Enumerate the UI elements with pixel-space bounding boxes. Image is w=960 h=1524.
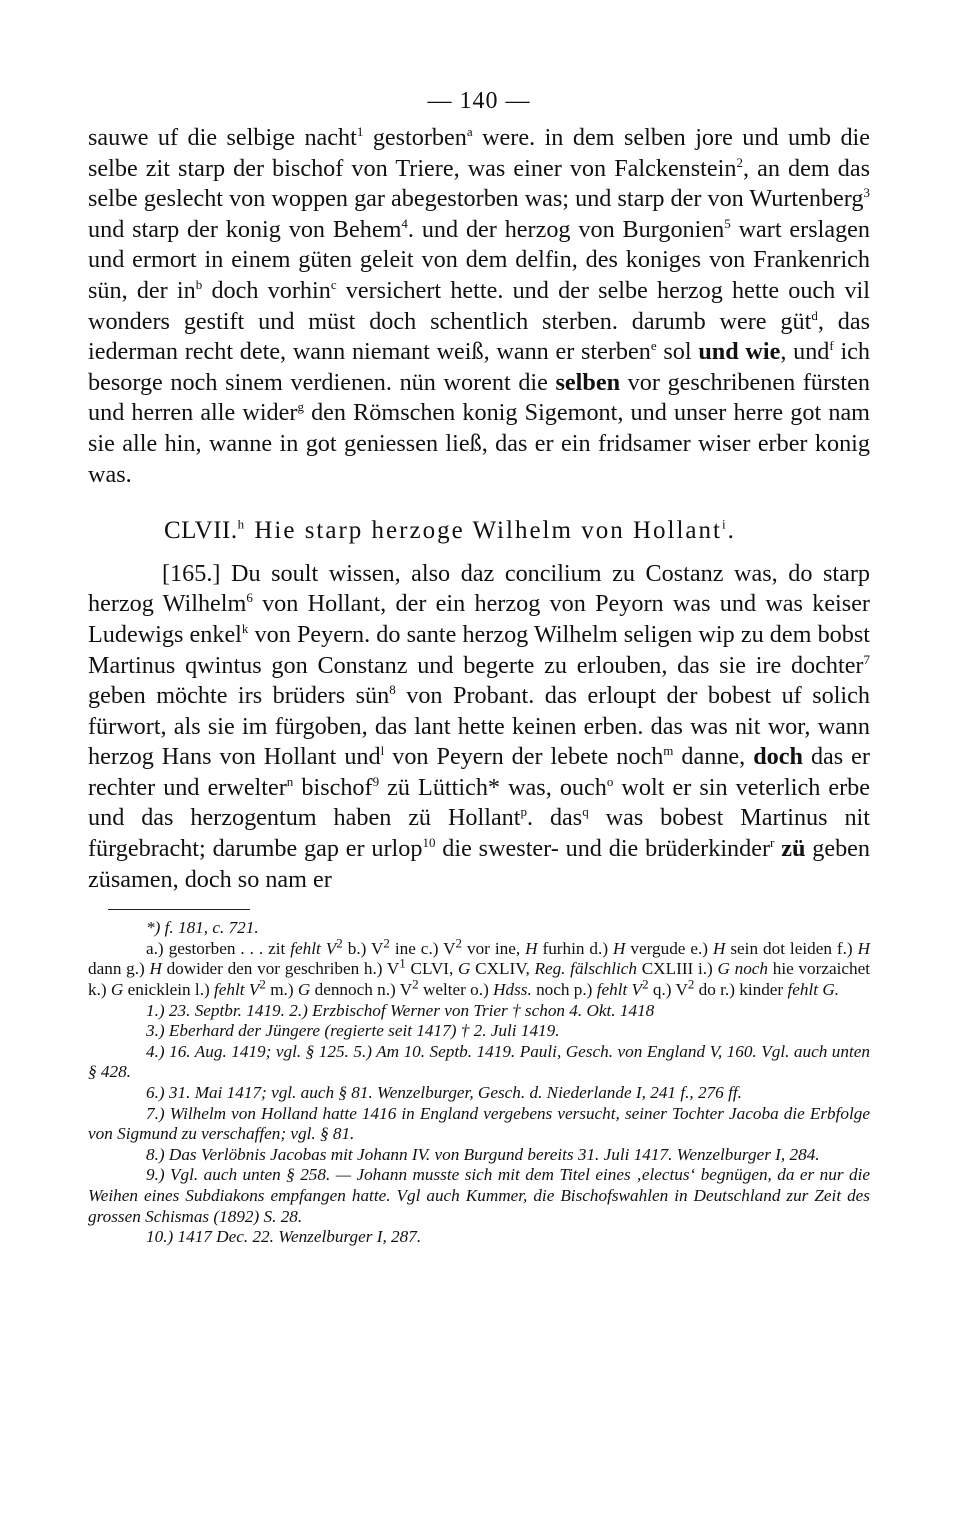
bold-insertion: zü — [781, 835, 806, 863]
footnote-ref: 3 — [863, 185, 870, 201]
variant-ref: f — [829, 338, 834, 354]
variant-ref: k — [241, 620, 249, 636]
footnote-ref: 5 — [724, 215, 731, 231]
variant-ref: b — [195, 276, 203, 292]
footnote-3: 3.) Eberhard der Jüngere (regierte seit 1417) † 2. Juli 1419. — [146, 1021, 560, 1041]
variant-ref: p — [520, 804, 527, 820]
variant-ref: i — [721, 516, 728, 532]
bold-insertion: doch — [753, 743, 803, 771]
chapter-heading: CLVII.$^h$ Hie starp herzoge Wilhelm von Hollant$^i$. — [164, 516, 736, 545]
footnote-separator — [108, 909, 250, 910]
footnotes — [88, 918, 870, 1248]
variant-ref: a — [466, 123, 473, 139]
paragraph-1: sauwe uf die selbige nacht$^1$ gestorben$^a$ were. in dem selben jore und umb die selbe zit starp der bischof von Triere, was einer von Falckenstein$^2$, an dem das selbe geslecht von woppen gar abegestorben was; und starp der von Wurtenberg$^3$ und starp der konig von Behem$^4$. und der herzog von Burgonien$^5$ wart erslagen und ermort in einem güten geleit von dem delfin, des koniges von Frankenrich sün, der $in^b$ doch vorhin$^c$ versichert hette. und der selbe herzog hette ouch vil wonders gestift und müst doch schentlich sterben. darumb were güt$^d$, das iederman recht dete, wann niemant weiß, wann er sterben$^e$ sol und wie, und$^f$ ich besorge noch sinem verdienen. nün worent die selben vor geschribenen fürsten und herren alle wider$^g$ den Römschen konig Sigemont, und unser herre got nam sie alle hin, wanne in got geniessen ließ, das er ein fridsamer wiser erber konig was. — [88, 123, 871, 488]
variant-ref: n — [286, 773, 294, 789]
main-text — [88, 123, 870, 895]
footnote-4: 4.) 16. Aug. 1419; vgl. § 125. 5.) Am 10. Septb. 1419. Pauli, Gesch. von England V, 160. Vgl. auch unten § 428. — [88, 1041, 870, 1082]
footnote-ref: 2 — [736, 154, 743, 170]
bold-insertion: und wie — [698, 338, 781, 366]
variant-ref: q — [582, 804, 589, 820]
footnote-1: 1.) 23. Septbr. 1419. 2.) Erzbischof Werner von Trier † schon 4. Okt. 1418 — [146, 1000, 655, 1020]
footnote-ref: 8 — [389, 682, 396, 698]
footnote-ref: 7 — [863, 651, 870, 667]
footnote-star: *) f. 181, c. 721. — [146, 918, 259, 938]
footnote-8: 8.) Das Verlöbnis Jacobas mit Johann IV. von Burgund bereits 31. Juli 1417. Wenzelburger I, 284. — [146, 1144, 820, 1164]
footnote-ref: 1 — [356, 123, 364, 139]
variant-ref: l — [380, 743, 385, 759]
book-page — [88, 88, 870, 1248]
footnote-10: 10.) 1417 Dec. 22. Wenzelburger I, 287. — [146, 1227, 422, 1247]
bold-insertion: selben — [555, 368, 621, 396]
variant-ref: e — [650, 338, 657, 354]
footnote-6: 6.) 31. Mai 1417; vgl. auch § 81. Wenzelburger, Gesch. d. Niederlande I, 241 f., 276 ff. — [146, 1083, 742, 1102]
variant-ref: o — [606, 773, 614, 789]
footnote-ref: 10 — [422, 835, 436, 850]
footnote-ref: 9 — [372, 773, 380, 789]
variant-ref: c — [330, 276, 337, 292]
footnote-ref: 4 — [401, 215, 408, 231]
page-number: — 140 — — [427, 88, 531, 114]
footnote-ref: 6 — [246, 590, 253, 606]
variant-apparatus: a.) gestorben . . . zit fehlt $V^2$ b.) $V^2$ ine c.) $V^2$ vor ine, H furhin d.) H vergude e.) H sein dot leiden f.) H dann g.) H dowider den vor geschriben h.) $V^1$ CLVI, G CXLIV, Reg. fälschlich CXLIII i.) G noch hie vorzaichet k.) G enicklein l.) fehlt $V^2$ m.) G dennoch n.) $V^2$ welter o.) Hdss. noch p.) fehlt $V^2$ q.) $V^2$ do r.) kinder fehlt G. — [88, 935, 870, 1000]
paragraph-2: [165.] Du soult wissen, also daz concilium zu Costanz was, do starp herzog Wilhelm$^6$ von Hollant, der ein herzog von Peyorn was und was keiser Ludewigs enkel$^k$ von Peyern. do sante herzog Wilhelm seligen wip zu dem bobst Martinus qwintus gon Constanz und begerte zu erlouben, das sie ire dochter$^7$ geben möchte irs brüders sün$^8$ von Probant. das erloupt der bobest uf solich fürwort, als sie im fürgoben, das lant hette keinen erben. das was nit wor, wann herzog Hans von Hollant und$^l$ von Peyern der lebete noch$^m$ danne, doch das er rechter und erwelter$^n$ bischof$^9$ zü Lüttich* was, ouch$^o$ wolt er sin veterlich erbe und das herzogentum haben zü Hollant$^p$. das$^q$ was bobest Martinus nit fürgebracht; darumbe gap er urlop$^{10}$ die swester- und die brüderkinder$^r$ zü geben züsamen, doch so nam er — [88, 559, 870, 893]
footnote-7: 7.) Wilhelm von Holland hatte 1416 in England vergebens versucht, seiner Tochter Jacoba die Erbfolge von Sigmund zu verschaffen; vgl. § 81. — [88, 1103, 870, 1144]
variant-ref: g — [297, 399, 304, 415]
variant-ref: d — [811, 307, 818, 323]
variant-ref: h — [237, 516, 247, 532]
footnote-9: 9.) Vgl. auch unten § 258. — Johann musste sich mit dem Titel eines ‚electus‘ begnügen, da er nur die Weihen eines Subdiakons empfangen hatte. Vgl auch Kummer, die Bischofswahlen in Deutschland zur Zeit des grossen Schismas (1892) S. 28. — [88, 1165, 870, 1226]
variant-ref: m — [663, 743, 674, 759]
variant-ref: r — [770, 835, 775, 850]
